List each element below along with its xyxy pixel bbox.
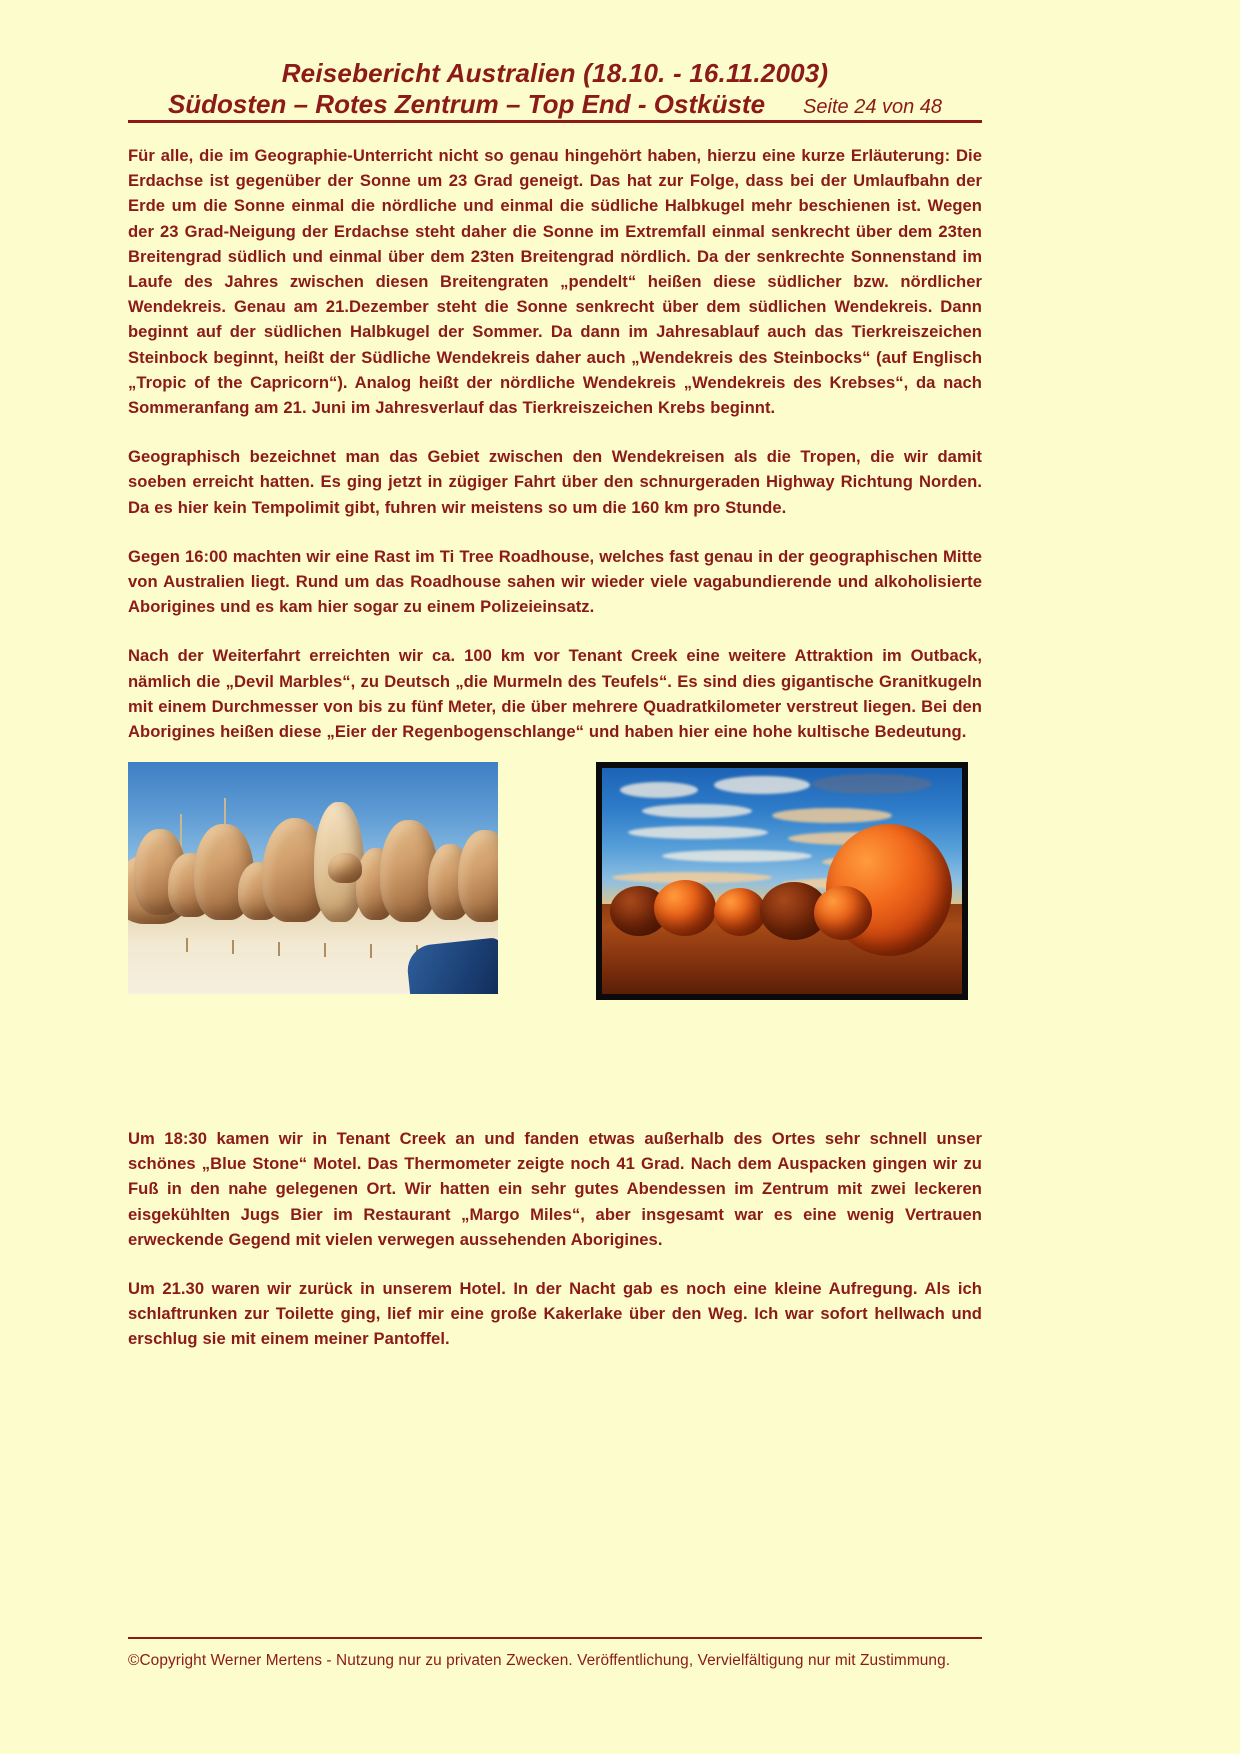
- paragraph-tenant-creek-arrival: Um 18:30 kamen wir in Tenant Creek an und fanden etwas außerhalb des Ortes sehr schnell unser schönes „Blue Stone“ Motel. Das Thermometer zeigte noch 41 Grad. Nach dem Auspacken gingen wir zu Fuß in den nahe gelegenen Ort. Wir hatten ein sehr gutes Abendessen im Zentrum mit zwei leckeren eisgekühlten Jugs Bier im Restaurant „Margo Miles“, aber insgesamt war es eine wenig Vertrauen erweckende Gegend mit vielen verwegen aussehenden Aborigines.: [128, 1129, 982, 1249]
- photo-boulder: [654, 880, 716, 936]
- header-divider: [128, 120, 982, 123]
- photo-boulder: [814, 886, 872, 940]
- photo-artwork-daylight: [128, 762, 498, 994]
- devil-marbles-daylight-photo: [128, 762, 498, 994]
- photo-artwork-sunset: [602, 768, 962, 994]
- photo-boulder-top: [328, 853, 362, 883]
- photo-fence-post: [232, 940, 234, 954]
- copyright-notice: ©Copyright Werner Mertens - Nutzung nur zu privaten Zwecken. Veröffentlichung, Vervielfältigung nur mit Zustimmung.: [128, 1652, 951, 1669]
- photo-fence-post: [324, 943, 326, 957]
- photo-row: [128, 762, 1108, 1000]
- devil-marbles-sunset-photo: [596, 762, 968, 1000]
- photo-cloud: [662, 850, 812, 862]
- photo-fence-post: [370, 944, 372, 958]
- paragraph-tropics-explanation: Für alle, die im Geographie-Unterricht nicht so genau hingehört haben, hierzu eine kurze Erläuterung: Die Erdachse ist gegenüber der Sonne um 23 Grad geneigt. Das hat zur Folge, dass bei der Umlaufbahn der Erde um die Sonne einmal die nördliche und einmal die südliche Halbkugel mehr beschienen ist. Wegen der 23 Grad-Neigung der Erdachse steht daher die Sonne im Extremfall einmal senkrecht über dem 23ten Breitengrad südlich und einmal über dem 23ten Breitengrad nördlich. Da der senkrechte Sonnenstand im Laufe des Jahres zwischen diesen Breitengraten „pendelt“ heißen diese südlicher bzw. nördlicher Wendekreis. Genau am 21.Dezember steht die Sonne senkrecht über dem südlichen Wendekreis. Dann beginnt auf der südlichen Halbkugel der Sommer. Da dann im Jahresablauf auch das Tierkreiszeichen Steinbock beginnt, heißt der Südliche Wendekreis daher auch „Wendekreis des Steinbocks“ (auf Englisch „Tropic of the Capricorn“). Analog heißt der nördliche Wendekreis „Wendekreis des Krebses“, da nach Sommeranfang am 21. Juni im Jahresverlauf das Tierkreiszeichen Krebs beginnt.: [128, 146, 982, 418]
- photo-cloud: [714, 776, 810, 794]
- article-body-continued: [128, 1126, 982, 1376]
- page-header: [128, 58, 982, 123]
- footer-divider: [128, 1637, 982, 1639]
- photo-cloud: [772, 808, 892, 823]
- photo-fence-post: [186, 938, 188, 952]
- article-body: [128, 143, 982, 768]
- paragraph-tropics-reached: Geographisch bezeichnet man das Gebiet zwischen den Wendekreisen als die Tropen, die wir damit soeben erreicht hatten. Es ging jetzt in zügiger Fahrt über den schnurgeraden Highway Richtung Norden. Da es hier kein Tempolimit gibt, fuhren wir meistens so um die 160 km pro Stunde.: [128, 447, 982, 517]
- header-subtitle-row: [128, 88, 982, 123]
- photo-boulder: [714, 888, 766, 936]
- paragraph-ti-tree-roadhouse: Gegen 16:00 machten wir eine Rast im Ti Tree Roadhouse, welches fast genau in der geographischen Mitte von Australien liegt. Rund um das Roadhouse sahen wir wieder viele vagabundierende und alkoholisierte Aborigines und es kam hier sogar zu einem Polizeieinsatz.: [128, 546, 982, 617]
- photo-fence-post: [278, 942, 280, 956]
- photo-cloud: [628, 826, 768, 839]
- photo-cloud: [642, 804, 752, 818]
- report-title: Reisebericht Australien (18.10. - 16.11.2003): [281, 58, 829, 88]
- photo-cloud: [620, 782, 698, 798]
- photo-boulder: [458, 830, 498, 922]
- report-subtitle: Südosten – Rotes Zentrum – Top End - Ostküste: [167, 89, 766, 119]
- page-number-label: Seite 24 von 48: [803, 96, 943, 118]
- paragraph-devil-marbles: Nach der Weiterfahrt erreichten wir ca. 100 km vor Tenant Creek eine weitere Attraktion im Outback, nämlich die „Devil Marbles“, zu Deutsch „die Murmeln des Teufels“. Es sind dies gigantische Granitkugeln mit einem Durchmesser von bis zu fünf Meter, die über mehrere Quadratkilometer verstreut liegen. Bei den Aborigines heißen diese „Eier der Regenbogenschlange“ und haben hier eine hohe kultische Bedeutung.: [128, 646, 982, 742]
- photo-cloud: [812, 774, 932, 794]
- paragraph-night-cockroach: Um 21.30 waren wir zurück in unserem Hotel. In der Nacht gab es noch eine kleine Aufregung. Als ich schlaftrunken zur Toilette ging, lief mir eine große Kakerlake über den Weg. Ich war sofort hellwach und erschlug sie mit einem meiner Pantoffel.: [128, 1279, 982, 1349]
